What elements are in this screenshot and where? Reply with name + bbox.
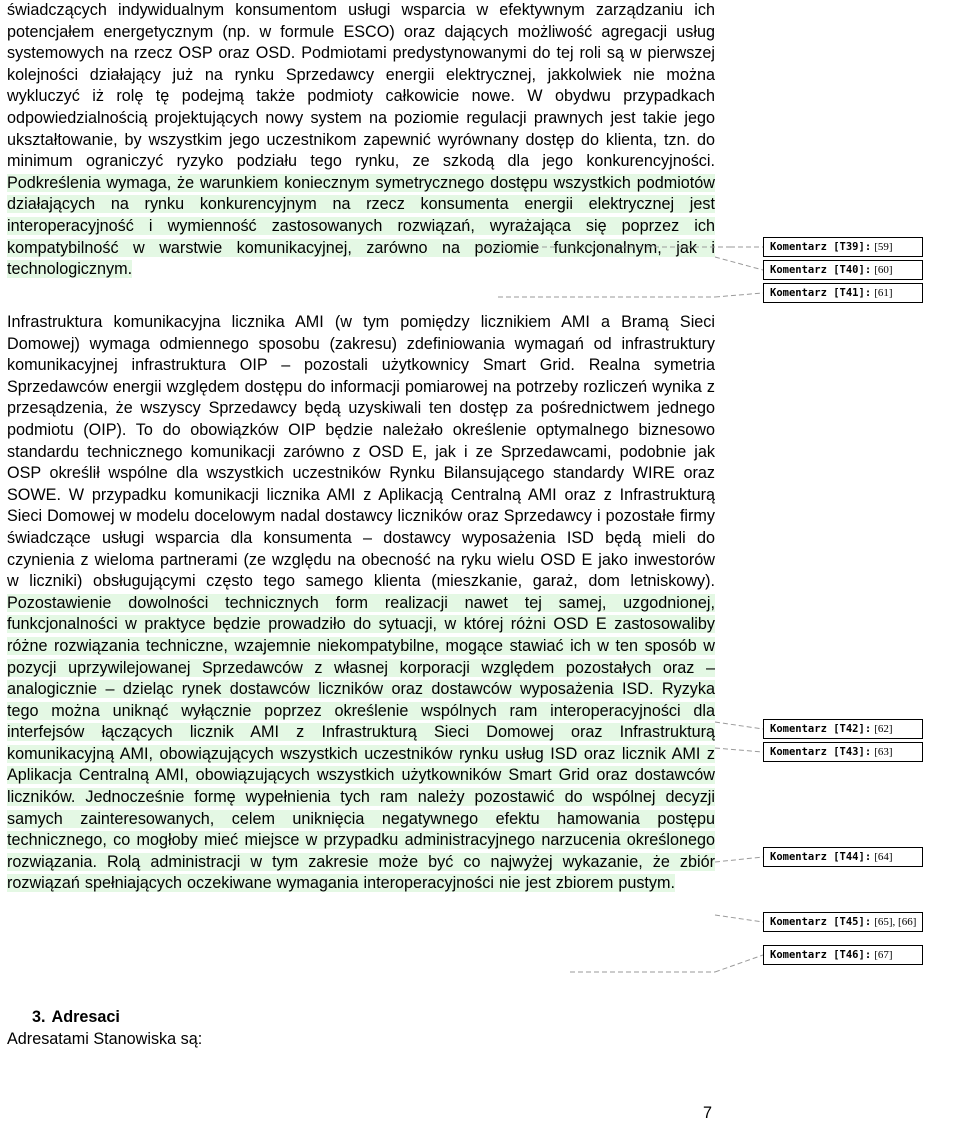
comment-box-t46[interactable]: [763, 945, 923, 965]
paragraph-1-text: świadczących indywidualnym konsumentom usługi wsparcia w efektywnym zarządzaniu ich potencjałem energetycznym (np. w formule ESCO) oraz dających możliwość agregacji usług systemowych na rzecz OSP oraz OSD. Podmiotami predystynowanymi do tej roli są w pierwszej kolejności działający już na rynku Sprzedawcy energii elektrycznej, jakkolwiek nie można wykluczyć iż rolę tę podejmą także podmioty całkowicie nowe. W obydwu przypadkach odpowiedzialnością projektujących nowy system na poziomie regulacji prawnych jest takie jego ukształtowanie, by wszystkim jego uczestnikom zapewnić wyrównany dostęp do klienta, tzn. do minimum ograniczyć ryzyko podziału tego rynku, ze szkodą dla jego konkurencyjności.: [7, 1, 715, 171]
comment-ref: [65], [66]: [874, 916, 917, 928]
paragraph-2-text: Infrastruktura komunikacyjna licznika AMI (w tym pomiędzy licznikiem AMI a Bramą Sieci Domowej) wymaga odmiennego sposobu (zakresu) zdefiniowania wymagań od infrastruktury komunikacyjnej infrastruktura OIP – pozostali użytkownicy Smart Grid. Realna symetria Sprzedawców energii względem dostępu do informacji pomiarowej na potrzeby rozliczeń wynika z przesądzenia, że wszyscy Sprzedawcy będą uzyskiwali ten dostęp za pośrednictwem jednego podmiotu (OIP). To do obowiązków OIP będzie należało określenie optymalnego biznesowo standardu technicznego komunikacji zarówno z OSD E, jak i ze Sprzedawcami, podobnie jak OSP określił wspólne dla wszystkich uczestników Rynku Bilansującego standardy WIRE oraz SOWE. W przypadku komunikacji licznika AMI z Aplikacją Centralną AMI oraz z Infrastrukturą Sieci Domowej w modelu docelowym nadal dostawcy liczników oraz Sprzedawcy i pozostałe firmy świadczące usługi wsparcia dla konsumenta – dostawcy wyposażenia ISD będą mieli do czynienia z wieloma partnerami (ze względu na obecność na ryku wielu OSD E jako inwestorów w liczniki) obsługującymi często tego samego klienta (mieszkanie, garaż, dom letniskowy).: [7, 313, 715, 591]
paragraph-2-highlighted-text: Pozostawienie dowolności technicznych form realizacji nawet tej samej, uzgodnionej, funkcjonalności w praktyce będzie prowadziło do sytuacji, w której różni OSD E zastosowaliby różne rozwiązania techniczne, wzajemnie niekompatybilne, mogące stawiać ich w ten sposób w pozycji uprzywilejowanej Sprzedawców z własnej korporacji względem pozostałych oraz – analogicznie – dzieląc rynek dostawców liczników oraz dostawców wyposażenia ISD. Ryzyka tego można uniknąć wyłącznie poprzez określenie wspólnych ram interoperacyjności dla interfejsów łączących licznik AMI z Infrastrukturą Sieci Domowej oraz Infrastrukturą komunikacyjną AMI, obowiązujących wszystkich uczestników rynku usług ISD oraz licznik AMI z Aplikacja Centralną AMI, obowiązujących wszystkich użytkowników Smart Grid oraz dostawców liczników. Jednocześnie formę wypełnienia tych ram należy pozostawić do wspólnej decyzji samych zainteresowanych, celem uniknięcia negatywnego efektu hamowania postępu technicznego, co mogłoby mieć miejsce w przypadku administracyjnego narzucenia określonego rozwiązania. Rolą administracji w tym zakresie może być co najwyżej wykazanie, że zbiór rozwiązań spełniających oczekiwane wymagania interoperacyjności nie jest zbiorem pustym.: [7, 593, 715, 893]
comment-box-t43[interactable]: [763, 742, 923, 762]
paragraph-1-highlighted-text: Podkreślenia wymaga, że warunkiem koniecznym symetrycznego dostępu wszystkich podmiotów działających na rynku konkurencyjnym na rzecz konsumenta energii elektrycznej jest interoperacyjność i wymienność zastosowanych rozwiązań, wyrażająca się poprzez ich kompatybilność w warstwie komunikacyjnej, zarówno na poziomie funkcjonalnym, jak i technologicznym.: [7, 173, 715, 279]
comment-ref: [67]: [874, 949, 893, 961]
comment-tag: Komentarz [T40]:: [770, 264, 872, 276]
section-title: Adresaci: [51, 1008, 120, 1026]
page-number: 7: [703, 1104, 713, 1122]
comment-box-t40[interactable]: [763, 260, 923, 280]
connector-line: [715, 857, 763, 862]
comment-tag: Komentarz [T46]:: [770, 949, 872, 961]
comment-box-t39[interactable]: [763, 237, 923, 257]
comment-ref: [61]: [874, 287, 893, 299]
section-intro: Adresatami Stanowiska są:: [7, 1030, 203, 1048]
comment-ref: [60]: [874, 264, 893, 276]
comment-tag: Komentarz [T41]:: [770, 287, 872, 299]
comment-box-t45[interactable]: [763, 912, 923, 932]
paragraph-2: [7, 312, 715, 895]
connector-line: [715, 915, 763, 922]
comment-ref: [63]: [874, 746, 893, 758]
comment-box-t44[interactable]: [763, 847, 923, 867]
comment-ref: [62]: [874, 723, 893, 735]
comment-tag: Komentarz [T39]:: [770, 241, 872, 253]
connector-line: [715, 722, 763, 729]
comment-ref: [64]: [874, 851, 893, 863]
comment-tag: Komentarz [T42]:: [770, 723, 872, 735]
paragraph-1: [7, 0, 715, 281]
comment-tag: Komentarz [T44]:: [770, 851, 872, 863]
connector-line: [715, 293, 763, 297]
comment-box-t41[interactable]: [763, 283, 923, 303]
connector-line: [715, 257, 763, 270]
comment-box-t42[interactable]: [763, 719, 923, 739]
comment-tag: Komentarz [T43]:: [770, 746, 872, 758]
comment-tag: Komentarz [T45]:: [770, 916, 872, 928]
comment-ref: [59]: [874, 241, 893, 253]
connector-line: [715, 748, 763, 752]
connector-line: [715, 955, 763, 972]
section-heading: [32, 1008, 120, 1027]
section-number: 3.: [32, 1008, 46, 1026]
